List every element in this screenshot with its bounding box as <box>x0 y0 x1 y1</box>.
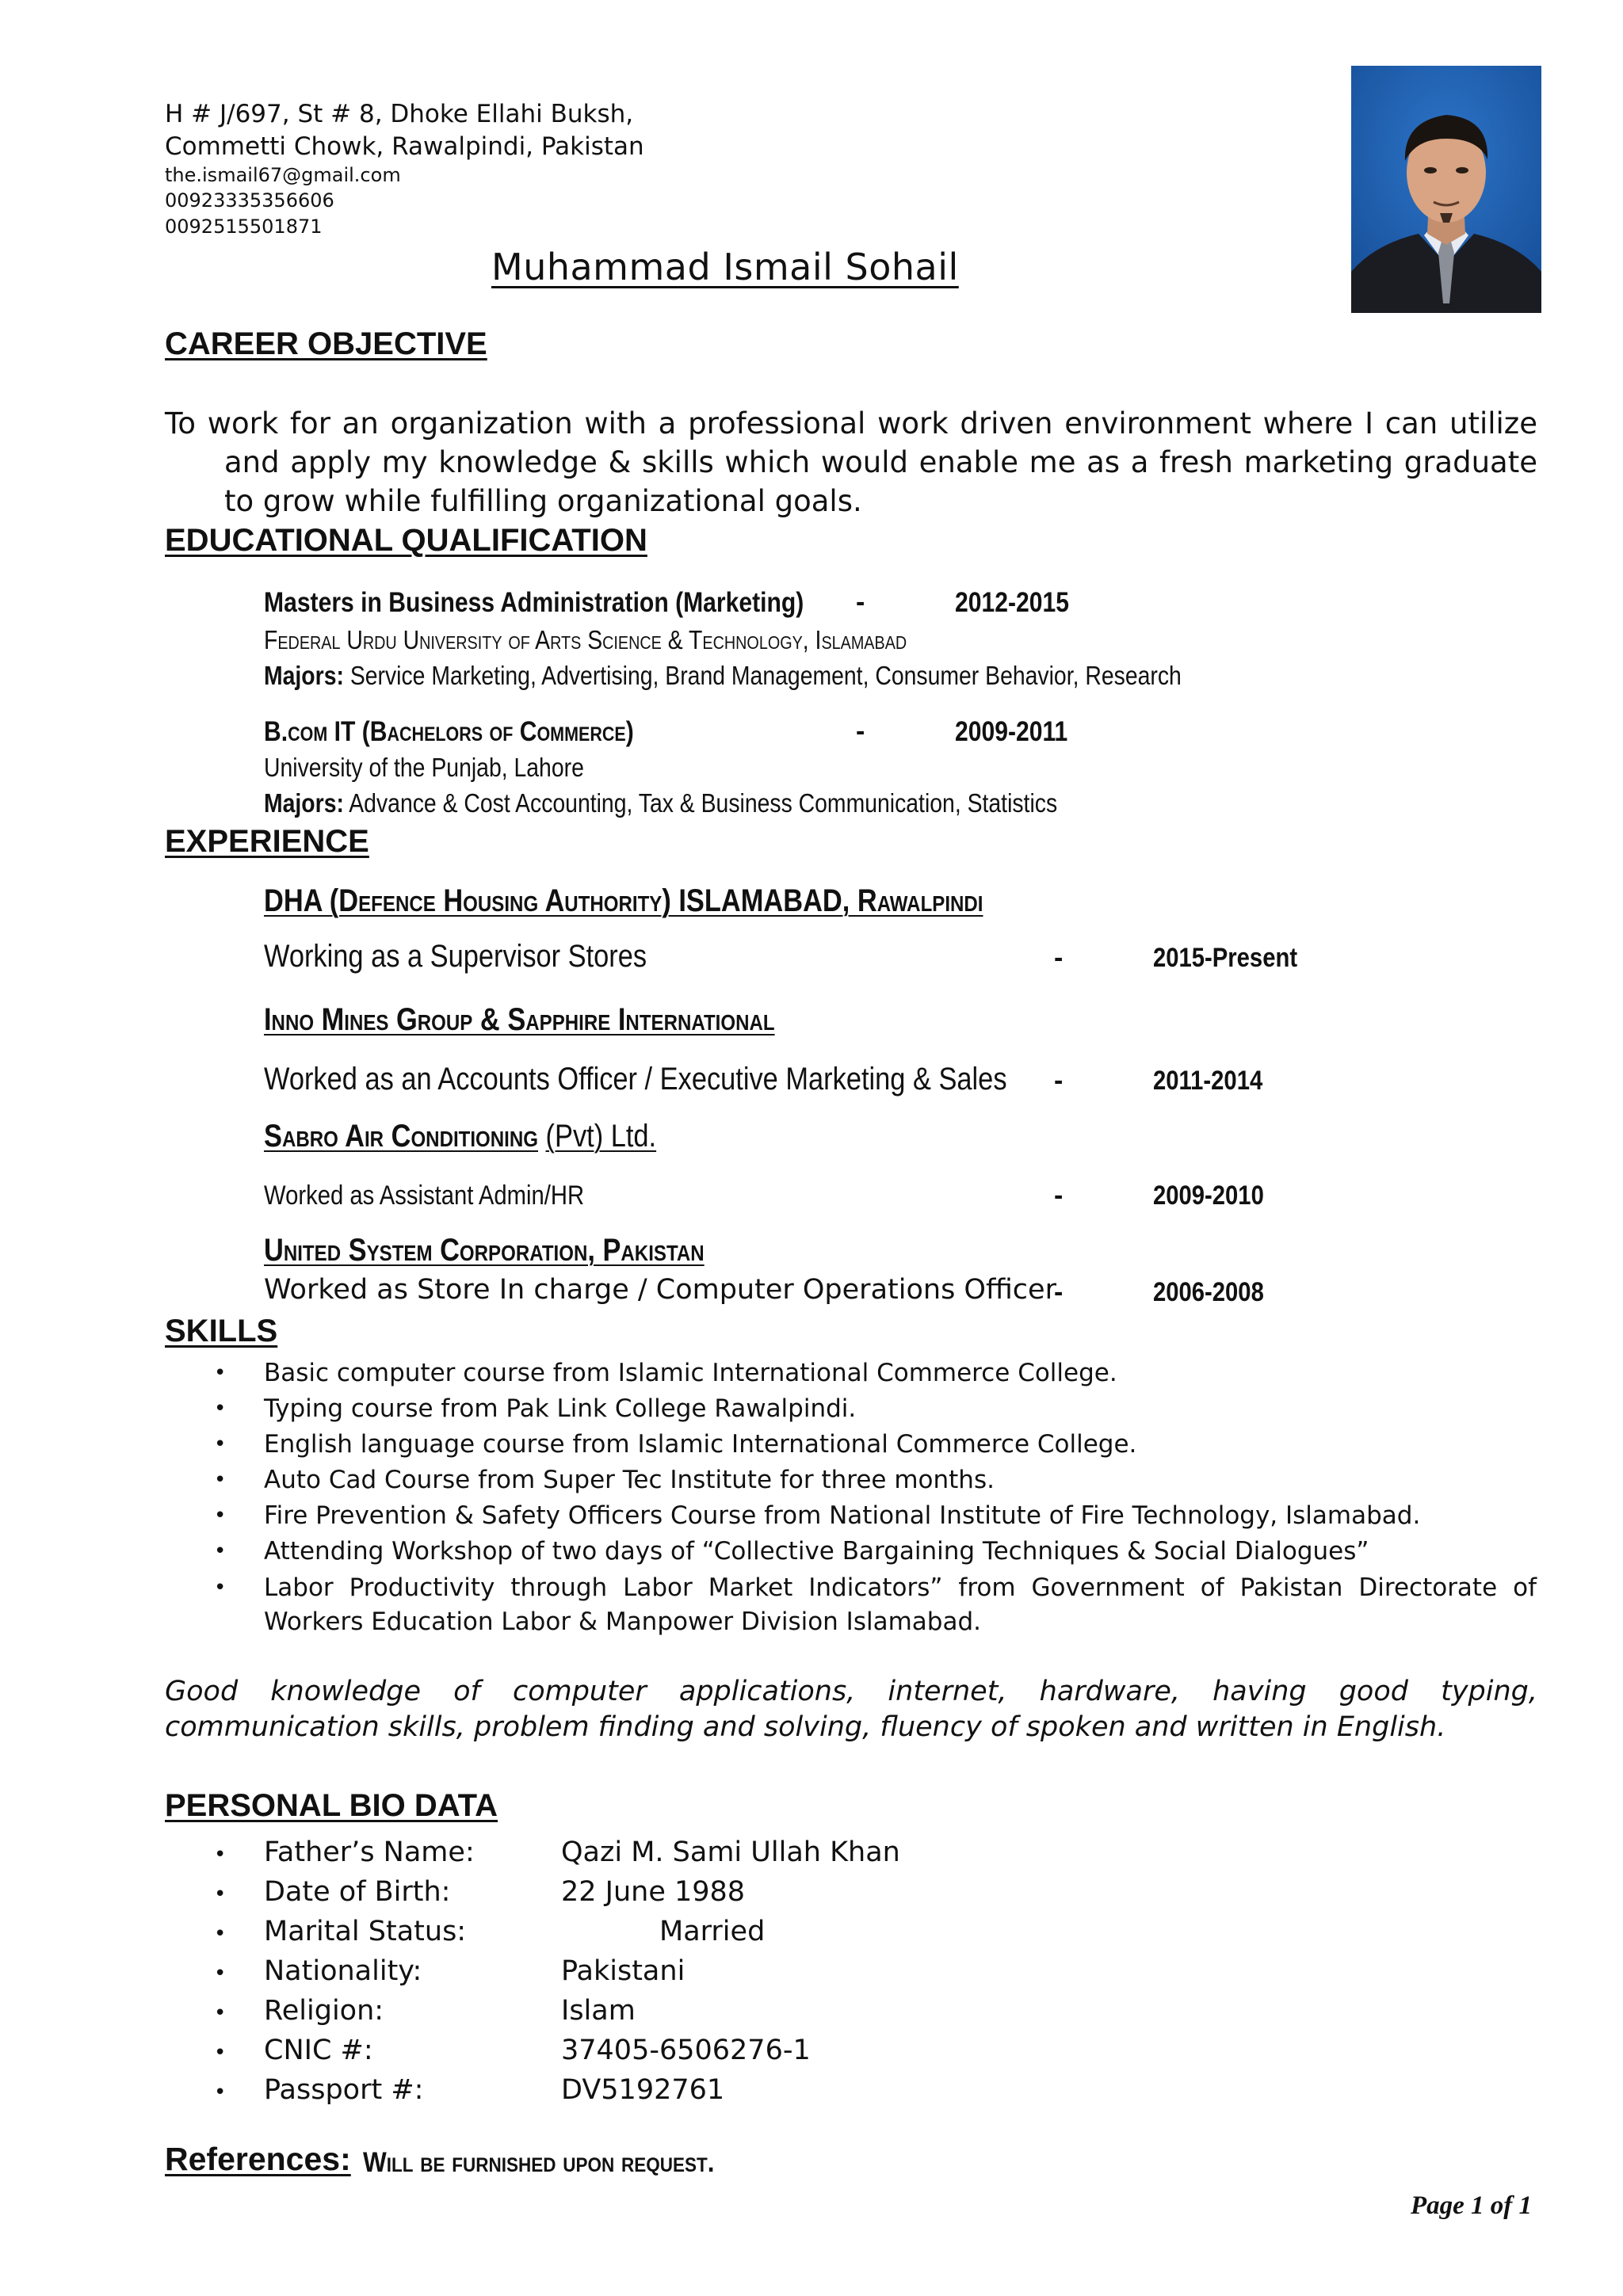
exp-company-3-suffix: (Pvt) Ltd. <box>545 1119 657 1154</box>
exp-dash-2: - <box>1054 1066 1064 1096</box>
skill-item-6: Attending Workshop of two days of “Collective Bargaining Techniques & Social Dialogues” <box>264 1537 1369 1566</box>
exp-company-1: DHA (Defence Housing Authority) ISLAMABAD, Rawalpindi <box>264 883 983 918</box>
bio-value-dob: 22 June 1988 <box>561 1876 746 1908</box>
references-label: References: <box>165 2141 351 2177</box>
career-objective-heading: CAREER OBJECTIVE <box>165 326 487 361</box>
edu-majors-label-2: Majors: <box>264 788 344 818</box>
references-text: Will be furnished upon request. <box>363 2147 715 2178</box>
skill-bullet-2: • <box>214 1397 227 1421</box>
bio-value-passport: DV5192761 <box>561 2074 725 2106</box>
edu-institution-1: Federal Urdu University of Arts Science & Technology, Islamabad <box>264 625 907 654</box>
skill-item-3: English language course from Islamic International Commerce College. <box>264 1430 1137 1459</box>
bio-value-nationality: Pakistani <box>561 1955 685 1987</box>
edu-dash-1: - <box>856 587 865 617</box>
exp-role-3: Worked as Assistant Admin/HR <box>264 1180 585 1211</box>
bio-bullet-1: • <box>214 1843 227 1867</box>
edu-majors-text-2: Advance & Cost Accounting, Tax & Business Communication, Statistics <box>349 788 1058 818</box>
bio-bullet-6: • <box>214 2041 227 2065</box>
objective-line-2: and apply my knowledge & skills which would enable me as a fresh marketing graduate <box>224 445 1537 479</box>
exp-years-4: 2006-2008 <box>1153 1277 1264 1307</box>
edu-dash-2: - <box>856 716 865 746</box>
address-line-2: Commetti Chowk, Rawalpindi, Pakistan <box>165 132 644 161</box>
address-line-1: H # J/697, St # 8, Dhoke Ellahi Buksh, <box>165 100 634 128</box>
skill-bullet-5: • <box>214 1504 227 1527</box>
skill-item-2: Typing course from Pak Link College Rawalpindi. <box>264 1394 857 1423</box>
bio-value-marital-status: Married <box>659 1916 766 1947</box>
experience-heading: EXPERIENCE <box>165 824 369 859</box>
exp-role-4: Worked as Store In charge / Computer Operations Officer <box>264 1274 1056 1306</box>
bio-bullet-7: • <box>214 2081 227 2104</box>
bio-value-religion: Islam <box>561 1995 636 2027</box>
skills-heading: SKILLS <box>165 1314 278 1348</box>
bio-bullet-4: • <box>214 1962 227 1985</box>
edu-degree-1: Masters in Business Administration (Marketing) <box>264 587 804 618</box>
exp-dash-4: - <box>1054 1277 1064 1307</box>
skill-bullet-3: • <box>214 1432 227 1456</box>
skill-bullet-1: • <box>214 1361 227 1385</box>
edu-years-2: 2009-2011 <box>955 716 1068 747</box>
exp-company-3: Sabro Air Conditioning <box>264 1119 538 1154</box>
bio-bullet-5: • <box>214 2001 227 2025</box>
exp-role-1: Working as a Supervisor Stores <box>264 939 647 974</box>
exp-years-3: 2009-2010 <box>1153 1180 1264 1211</box>
exp-years-2: 2011-2014 <box>1153 1066 1263 1096</box>
edu-majors-label-1: Majors: <box>264 661 344 690</box>
phone-2: 0092515501871 <box>165 215 323 238</box>
skill-bullet-6: • <box>214 1539 227 1563</box>
bio-heading: PERSONAL BIO DATA <box>165 1788 498 1823</box>
bio-value-fathers-name: Qazi M. Sami Ullah Khan <box>561 1836 900 1868</box>
bio-label-nationality: Nationality: <box>264 1955 422 1987</box>
edu-degree-2: B.com IT (Bachelors of Commerce) <box>264 716 634 747</box>
skill-item-7: Labor Productivity through Labor Market Indicators” from Government of Pakistan Directorate of Workers Education Labor & Manpower Division Islamabad. <box>264 1573 1537 1636</box>
exp-dash-1: - <box>1054 943 1064 973</box>
page-number: Page 1 of 1 <box>1411 2191 1533 2220</box>
bio-label-religion: Religion: <box>264 1995 384 2027</box>
exp-company-4: United System Corporation, Pakistan <box>264 1233 705 1268</box>
exp-years-1: 2015-Present <box>1153 943 1298 973</box>
exp-company-3-row <box>264 1119 656 1154</box>
bio-label-fathers-name: Father’s Name: <box>264 1836 475 1868</box>
skill-item-1: Basic computer course from Islamic International Commerce College. <box>264 1359 1117 1387</box>
bio-bullet-3: • <box>214 1922 227 1946</box>
edu-institution-2: University of the Punjab, Lahore <box>264 753 584 782</box>
objective-line-3: to grow while fulfilling organizational goals. <box>224 484 862 518</box>
edu-majors-2 <box>264 788 1057 818</box>
profile-photo <box>1351 66 1541 313</box>
bio-label-cnic: CNIC #: <box>264 2035 373 2066</box>
edu-years-1: 2012-2015 <box>955 587 1069 618</box>
phone-1: 00923335356606 <box>165 189 334 212</box>
email-text: the.ismail67@gmail.com <box>165 164 401 186</box>
skill-bullet-7: • <box>214 1576 227 1600</box>
skill-bullet-4: • <box>214 1468 227 1492</box>
career-objective-text <box>165 404 1537 521</box>
bio-value-cnic: 37405-6506276-1 <box>561 2035 811 2066</box>
exp-company-2: Inno Mines Group & Sapphire International <box>264 1002 775 1037</box>
candidate-name: Muhammad Ismail Sohail <box>491 246 959 288</box>
bio-bullet-2: • <box>214 1882 227 1906</box>
bio-label-dob: Date of Birth: <box>264 1876 451 1908</box>
bio-label-passport: Passport #: <box>264 2074 424 2106</box>
edu-majors-text-1: Service Marketing, Advertising, Brand Management, Consumer Behavior, Research <box>349 661 1182 690</box>
skill-item-4: Auto Cad Course from Super Tec Institute for three months. <box>264 1466 995 1494</box>
exp-dash-3: - <box>1054 1180 1064 1211</box>
exp-role-2: Worked as an Accounts Officer / Executive Marketing & Sales <box>264 1062 1007 1097</box>
education-heading: EDUCATIONAL QUALIFICATION <box>165 523 647 558</box>
bio-label-marital-status: Marital Status: <box>264 1916 467 1947</box>
objective-line-1: To work for an organization with a professional work driven environment where I can utilize <box>165 406 1537 441</box>
edu-majors-1 <box>264 661 1182 691</box>
skills-summary: Good knowledge of computer applications, internet, hardware, having good typing, communication skills, problem finding and solving, fluency of spoken and written in English. <box>165 1676 1537 1743</box>
skill-item-5: Fire Prevention & Safety Officers Course from National Institute of Fire Technology, Islamabad. <box>264 1501 1421 1530</box>
person-portrait-icon <box>1351 66 1541 313</box>
